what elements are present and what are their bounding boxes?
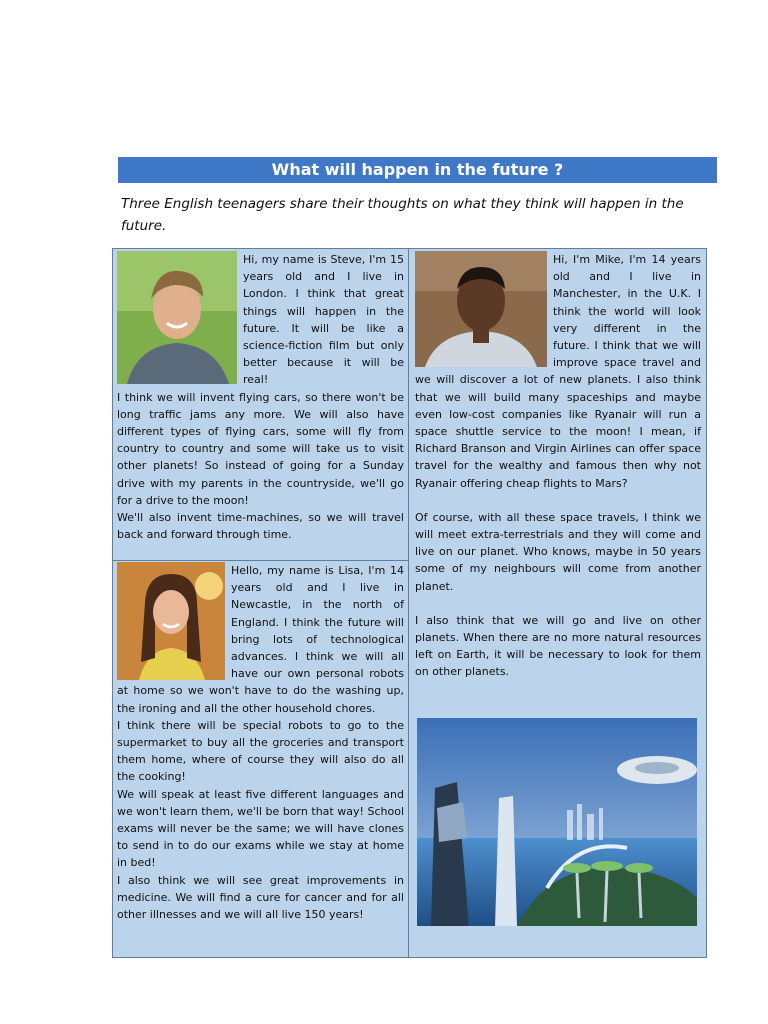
steve-section [117,251,404,543]
steve-paragraph-1: Hi, my name is Steve, I'm 15 years old and I live in London. I think that great things will happen in the future. It will be like a science-fiction film but only better because it will be real! [243,253,404,387]
mike-paragraph-1: Hi, I'm Mike, I'm 14 years old and I live in Manchester, in the U.K. I think the world will look very different in the future. I think that we will improve space travel and we will discover a lot of new planets. I also think that we will build many spaceships and maybe even low-cost companies like Ryanair will run a space shuttle service to the moon! I mean, if Richard Branson and Virgin Airlines can offer space travel for the wealthy and famous then why not Ryanair offering cheap flights to Mars? [415,253,701,490]
intro-text: Three English teenagers share their thoughts on what they think will happen in the future. [121,196,684,234]
section-divider [112,560,409,561]
lisa-paragraph-3: We will speak at least five different languages and we won't learn them, we'll be born that way! School exams will never be the same; we will have clones to send in to do our exams while we stay at home in bed! [117,787,404,870]
column-divider [408,248,409,958]
lisa-paragraph-2: I think there will be special robots to go to the supermarket to buy all the groceries and transport them home, where of course they will also do all the cooking! [117,718,404,784]
mike-paragraph-3: I also think that we will go and live on other planets. When there are no more natural resources left on Earth, it will be necessary to look for them on other planets. [415,613,701,679]
mike-photo [415,251,547,367]
mike-section [415,251,701,681]
lisa-photo [117,562,225,680]
mike-paragraph-2: Of course, with all these space travels, I think we will meet extra-terrestrials and they will come and live on our planet. Who knows, maybe in 50 years some of my neighbours will come from another planet. [415,510,701,593]
steve-paragraph-3: We'll also invent time-machines, so we will travel back and forward through time. [117,511,404,542]
steve-paragraph-2: I think we will invent flying cars, so there won't be long traffic jams any more. We will also have different types of flying cars, some will fly from country to country and some will take us to visit other planets! So instead of going for a Sunday drive with my parents in the countryside, we'll go for a drive to the moon! [117,390,404,507]
lisa-paragraph-4: I also think we will see great improvements in medicine. We will find a cure for cancer and for all other illnesses and we will all live 150 years! [117,873,404,922]
lisa-paragraph-1: Hello, my name is Lisa, I'm 14 years old and I live in Newcastle, in the north of England. I think the future will bring lots of technological advances. I think we will all have our own personal robots at home so we won't have to do the washing up, the ironing and all the other household chores. [117,564,404,715]
steve-photo [117,251,237,384]
future-city-illustration [417,718,697,926]
lisa-section [117,562,404,923]
paragraph-gap [415,492,701,509]
page-title: What will happen in the future ? [118,157,717,183]
paragraph-gap [415,595,701,612]
